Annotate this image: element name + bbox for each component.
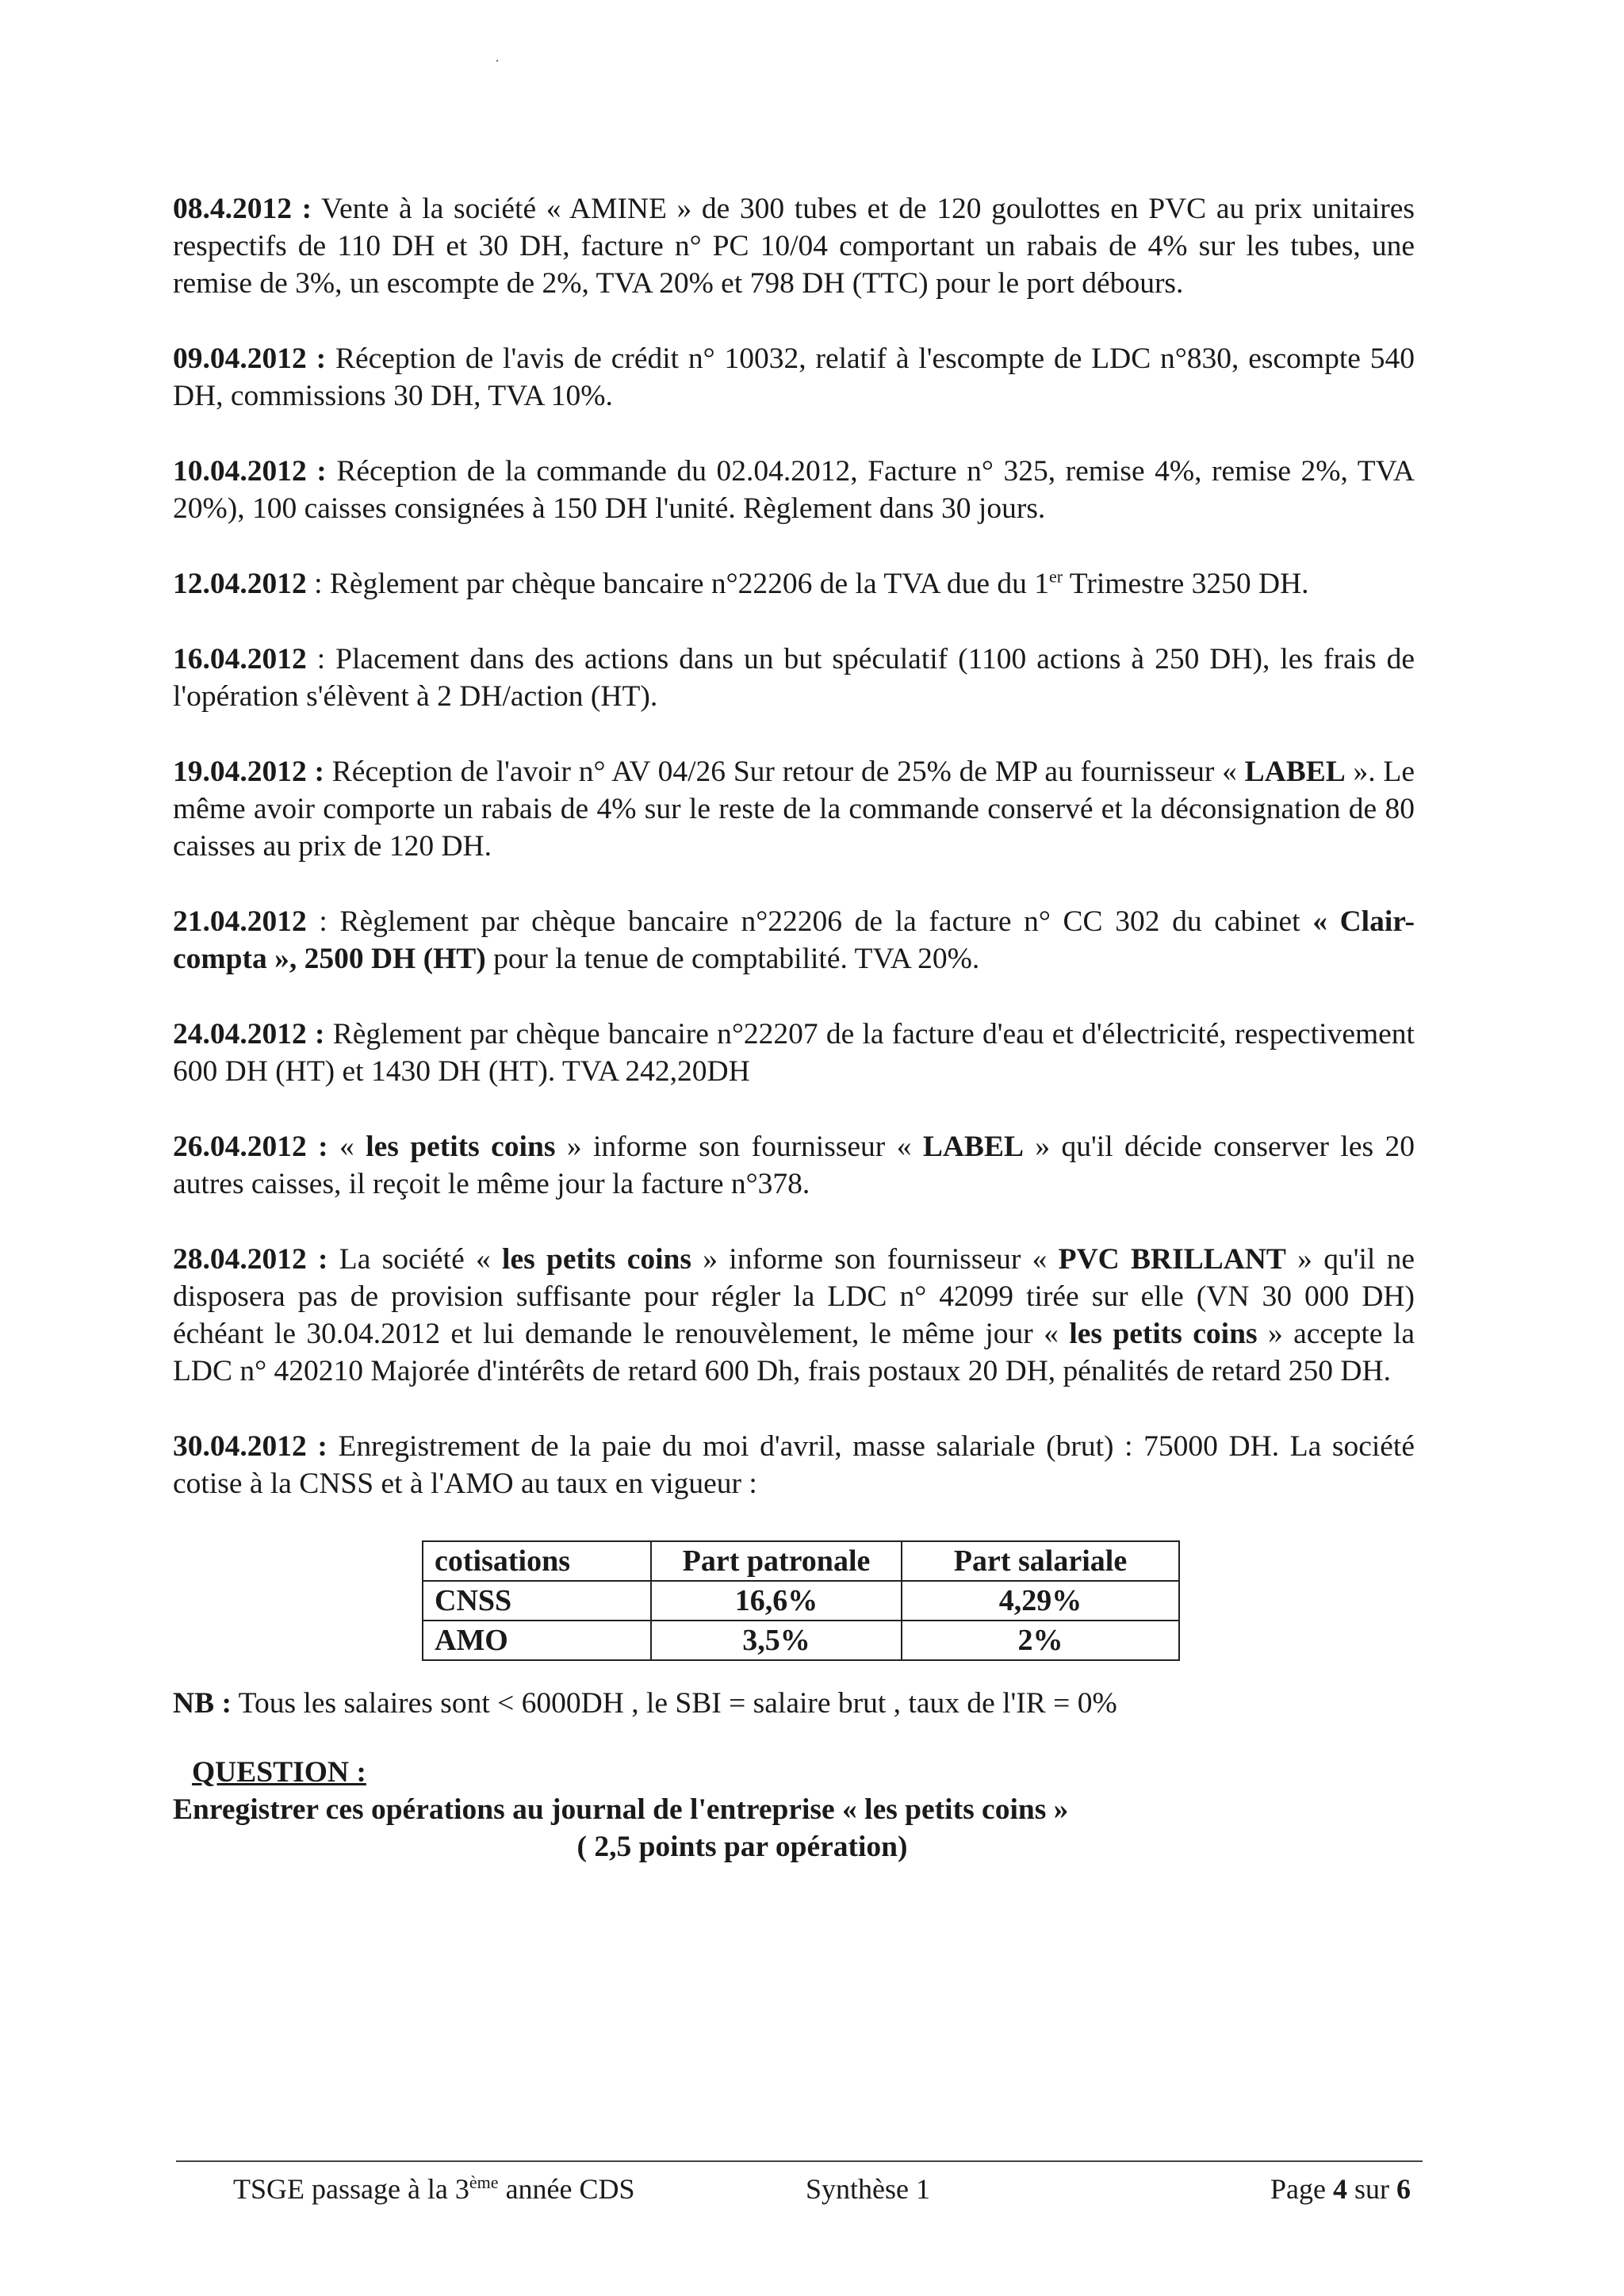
entry-24-04: 24.04.2012 : Règlement par chèque bancaire n°22207 de la facture d'eau et d'électricité, respectivement 600 DH (HT) et 1430 DH (HT). TVA 242,20DH [173, 1018, 1415, 1088]
footer-course: TSGE passage à la 3ème année CDS [233, 2172, 635, 2205]
entry-date: 08.4.2012 : [173, 193, 312, 225]
table-cell: 16,6% [651, 1581, 902, 1621]
entry-date: 28.04.2012 : [173, 1243, 328, 1276]
table-cell: AMO [423, 1621, 651, 1660]
table-cell: 3,5% [651, 1621, 902, 1660]
entry-21-04: 21.04.2012 : Règlement par chèque bancaire n°22206 de la facture n° CC 302 du cabinet « Clair-compta », 2500 DH (HT) pour la tenue de comptabilité. TVA 20%. [173, 905, 1415, 975]
entry-date: 12.04.2012 [173, 568, 307, 600]
table-row [423, 1621, 1179, 1660]
entry-10-04: 10.04.2012 : Réception de la commande du 02.04.2012, Facture n° 325, remise 4%, remise 2%, TVA 20%), 100 caisses consignées à 150 DH l'unité. Règlement dans 30 jours. [173, 455, 1415, 525]
entry-12-04: 12.04.2012 : Règlement par chèque bancaire n°22206 de la TVA due du 1er Trimestre 3250 DH. [173, 566, 1309, 600]
entry-date: 21.04.2012 [173, 905, 307, 938]
entry-date: 19.04.2012 : [173, 756, 325, 788]
entry-16-04: 16.04.2012 : Placement dans des actions dans un but spéculatif (1100 actions à 250 DH), les frais de l'opération s'élèvent à 2 DH/action (HT). [173, 643, 1415, 713]
entry-09-04: 09.04.2012 : Réception de l'avis de crédit n° 10032, relatif à l'escompte de LDC n°830, escompte 540 DH, commissions 30 DH, TVA 10%. [173, 342, 1415, 412]
entry-08-04: 08.4.2012 : Vente à la société « AMINE » de 300 tubes et de 120 goulottes en PVC au prix unitaires respectifs de 110 DH et 30 DH, facture n° PC 10/04 comportant un rabais de 4% sur les tubes, une remise de 3%, un escompte de 2%, TVA 20% et 798 DH (TTC) pour le port débours. [173, 193, 1415, 300]
entry-date: 24.04.2012 : [173, 1018, 325, 1050]
question-title: QUESTION : [192, 1756, 366, 1789]
table-cell: 4,29% [902, 1581, 1179, 1621]
question-text: Enregistrer ces opérations au journal de l'entreprise « les petits coins » [173, 1793, 1069, 1826]
table-cell: CNSS [423, 1581, 651, 1621]
entry-date: 16.04.2012 [173, 643, 307, 675]
table-cell: 2% [902, 1621, 1179, 1660]
footer-divider [176, 2160, 1423, 2162]
entry-date: 09.04.2012 : [173, 342, 327, 375]
footer-title: Synthèse 1 [806, 2173, 930, 2205]
cotisations-table [422, 1540, 1180, 1661]
entry-30-04: 30.04.2012 : Enregistrement de la paie du moi d'avril, masse salariale (brut) : 75000 DH. La société cotise à la CNSS et à l'AMO au taux en vigueur : [173, 1430, 1415, 1500]
scan-speck: ˑ [495, 52, 500, 72]
nb-label: NB : [173, 1687, 232, 1720]
table-row [423, 1581, 1179, 1621]
table-header: Part salariale [902, 1541, 1179, 1581]
question-points: ( 2,5 points par opération) [576, 1831, 908, 1863]
footer-page-number: Page 4 sur 6 [1270, 2173, 1411, 2205]
document-body [173, 190, 1415, 1866]
entry-28-04: 28.04.2012 : La société « les petits coins » informe son fournisseur « PVC BRILLANT » qu'il ne disposera pas de provision suffisante pour régler la LDC n° 42099 tirée sur elle (VN 30 000 DH) échéant le 30.04.2012 et lui demande le renouvèlement, le même jour « les petits coins » accepte la LDC n° 420210 Majorée d'intérêts de retard 600 Dh, frais postaux 20 DH, pénalités de retard 250 DH. [173, 1243, 1415, 1387]
entry-date: 26.04.2012 : [173, 1131, 328, 1163]
table-header: Part patronale [651, 1541, 902, 1581]
entry-19-04: 19.04.2012 : Réception de l'avoir n° AV 04/26 Sur retour de 25% de MP au fournisseur « LABEL ». Le même avoir comporte un rabais de 4% sur le reste de la commande conservé et la déconsignation de 80 caisses au prix de 120 DH. [173, 756, 1415, 863]
entry-date: 30.04.2012 : [173, 1430, 327, 1463]
nb-note: NB : Tous les salaires sont < 6000DH , le SBI = salaire brut , taux de l'IR = 0% [173, 1687, 1117, 1720]
entry-26-04: 26.04.2012 : « les petits coins » informe son fournisseur « LABEL » qu'il décide conserver les 20 autres caisses, il reçoit le même jour la facture n°378. [173, 1131, 1415, 1200]
entry-date: 10.04.2012 : [173, 455, 327, 488]
table-header-row [423, 1541, 1179, 1581]
table-header: cotisations [423, 1541, 651, 1581]
